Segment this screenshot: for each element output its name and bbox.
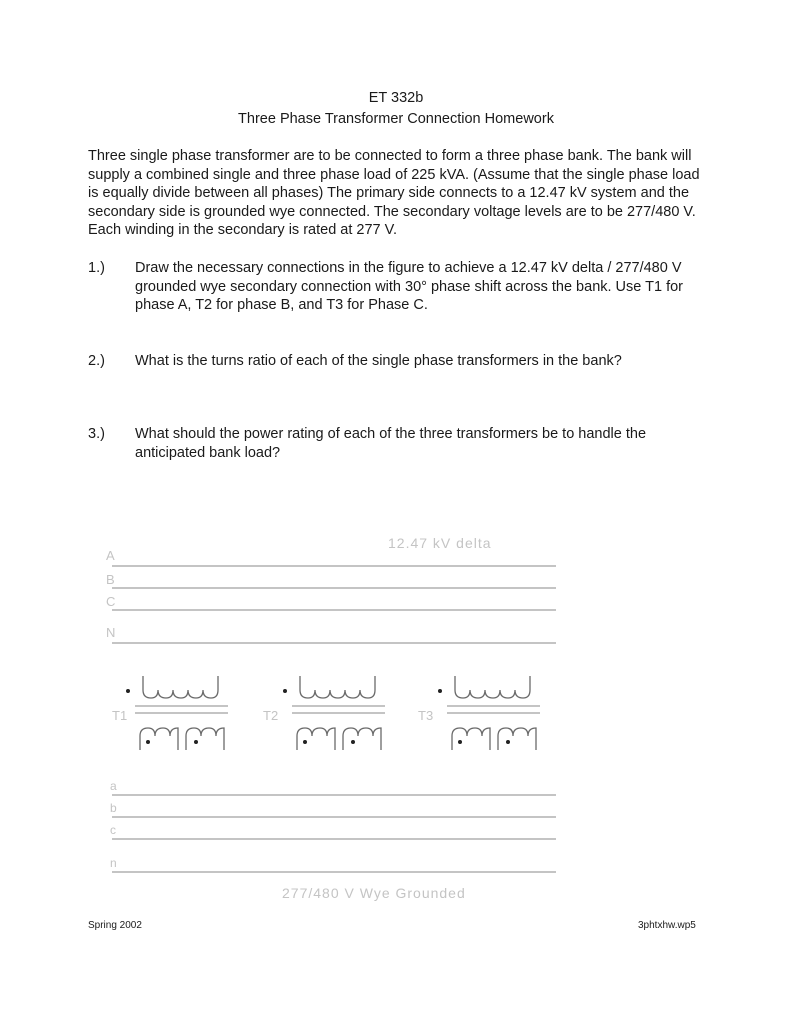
bus-label-C: C — [106, 594, 116, 609]
secondary-winding-x1 — [140, 728, 178, 750]
secondary-voltage-label: 277/480 V Wye Grounded — [282, 885, 466, 901]
question-text: What is the turns ratio of each of the single phase transformers in the bank? — [135, 353, 622, 369]
secondary-winding-x1 — [297, 728, 335, 750]
primary-winding — [455, 676, 530, 698]
transformer-label: T2 — [263, 708, 279, 723]
primary-winding — [300, 676, 375, 698]
page-header — [0, 88, 792, 130]
question-number: 3.) — [88, 426, 105, 442]
bus-label-c: c — [110, 823, 116, 837]
polarity-dot — [146, 740, 150, 744]
document-title: Three Phase Transformer Connection Homework — [238, 111, 554, 127]
polarity-dot — [458, 740, 462, 744]
transformer-t1 — [112, 676, 228, 750]
bus-label-b: b — [110, 801, 117, 815]
polarity-dot — [438, 689, 442, 693]
polarity-dot — [194, 740, 198, 744]
polarity-dot — [351, 740, 355, 744]
primary-voltage-label: 12.47 kV delta — [388, 535, 492, 551]
footer-filename: 3phtxhw.wp5 — [638, 920, 696, 931]
question-number: 1.) — [88, 260, 105, 276]
bus-label-B: B — [106, 572, 115, 587]
question-text: Draw the necessary connections in the figure to achieve a 12.47 kV delta / 277/480 V grounded wye secondary connection with 30° phase shift across the bank. Use T1 for phase A, T2 for phase B, and T3 for Phase C. — [135, 260, 683, 314]
secondary-winding-x1 — [452, 728, 490, 750]
transformer-connection-diagram — [0, 520, 792, 910]
polarity-dot — [506, 740, 510, 744]
transformer-t2 — [263, 676, 385, 750]
polarity-dot — [283, 689, 287, 693]
question-number: 2.) — [88, 353, 105, 369]
secondary-winding-x2 — [186, 728, 224, 750]
footer-date: Spring 2002 — [88, 920, 142, 931]
transformer-t3 — [418, 676, 540, 750]
course-code: ET 332b — [368, 90, 424, 106]
transformer-label: T1 — [112, 708, 128, 723]
question-text: What should the power rating of each of the three transformers be to handle the anticipated bank load? — [135, 426, 647, 461]
transformer-label: T3 — [418, 708, 434, 723]
polarity-dot — [303, 740, 307, 744]
primary-winding — [143, 676, 218, 698]
polarity-dot — [126, 689, 130, 693]
bus-label-a: a — [110, 779, 117, 793]
secondary-winding-x2 — [498, 728, 536, 750]
secondary-winding-x2 — [343, 728, 381, 750]
bus-label-n: n — [110, 856, 117, 870]
problem-statement: Three single phase transformer are to be connected to form a three phase bank. The bank will supply a combined single and three phase load of 225 kVA. (Assume that the single phase load is equally divide between all phases) The primary side connects to a 12.47 kV system and the secondary side is grounded wye connected. The secondary voltage levels are to be 277/480 V. Each winding in the secondary is rated at 277 V. — [88, 148, 700, 239]
bus-label-N: N — [106, 625, 116, 640]
bus-label-A: A — [106, 548, 115, 563]
